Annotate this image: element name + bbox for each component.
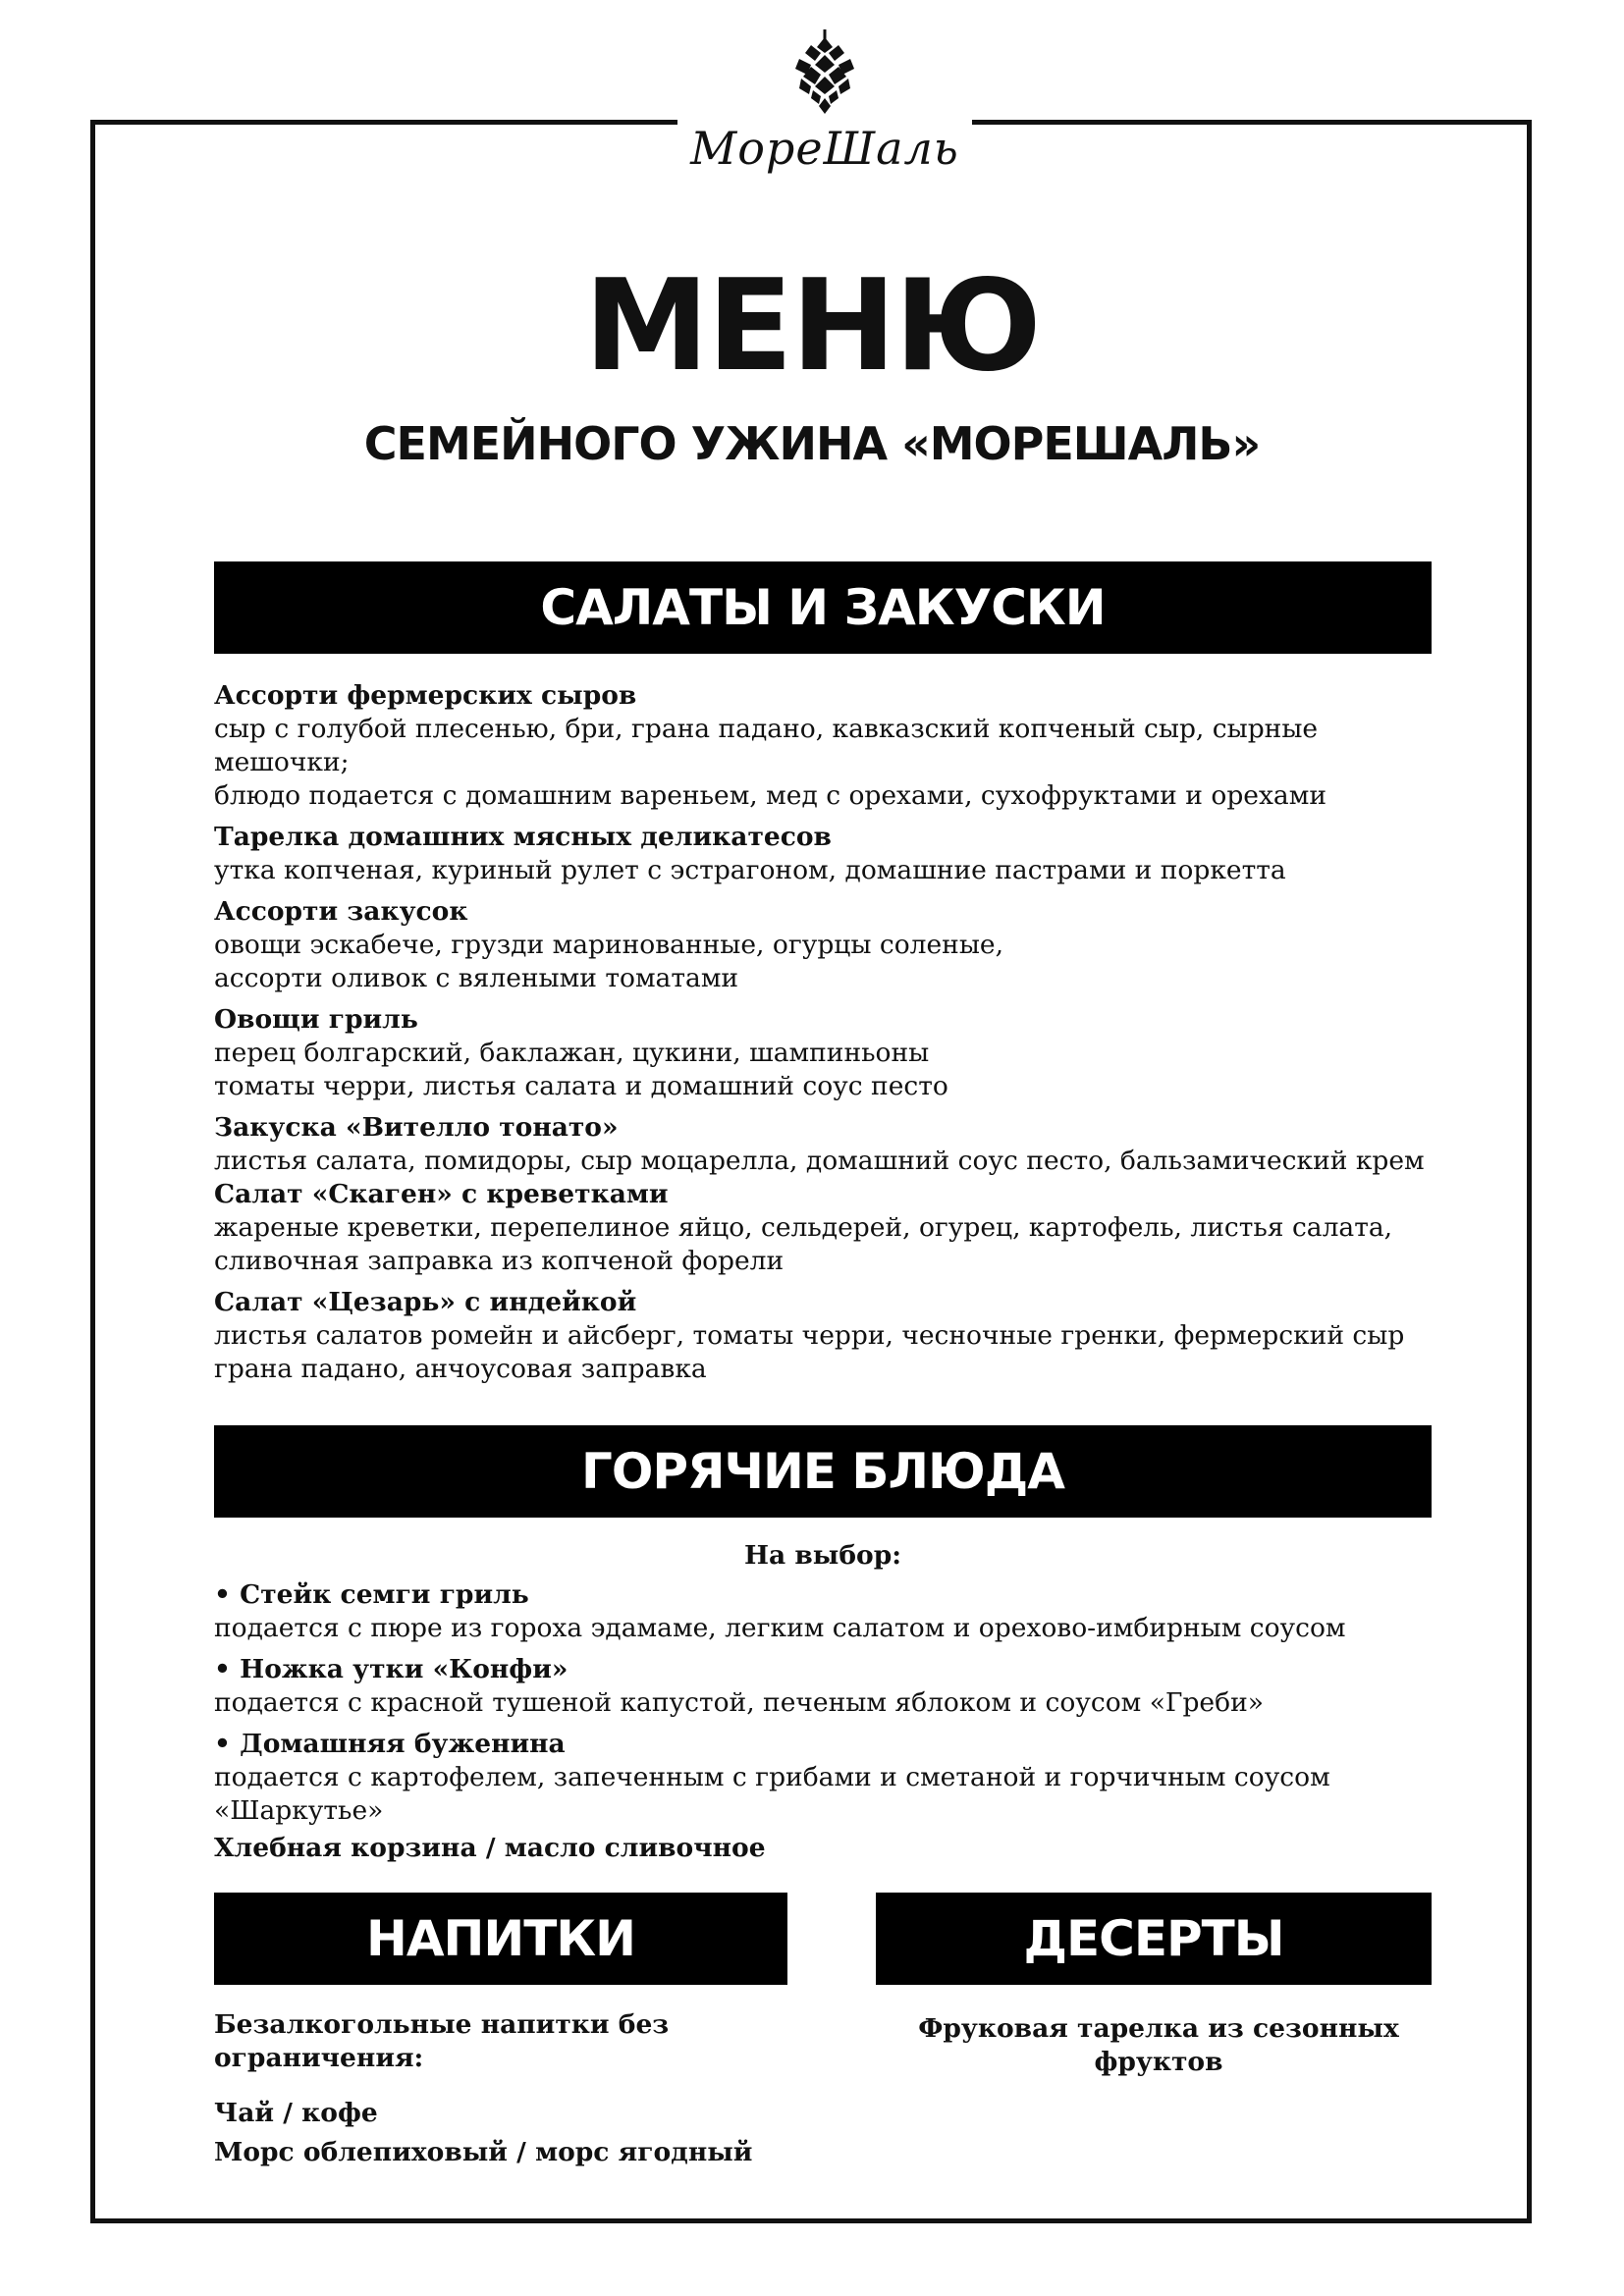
list-item bbox=[214, 1286, 1432, 1386]
list-item: Морс облепиховый / морс ягодный bbox=[214, 2137, 753, 2167]
item-desc: жареные креветки, перепелиное яйцо, сельдерей, огурец, картофель, листья салата, bbox=[214, 1212, 1393, 1243]
hot-list bbox=[214, 1539, 1432, 1865]
list-item: Чай / кофе bbox=[214, 2098, 378, 2128]
desserts-list bbox=[864, 2012, 1453, 2079]
list-item bbox=[214, 895, 1432, 995]
item-desc: грана падано, анчоусовая заправка bbox=[214, 1354, 707, 1384]
item-name: Ассорти закусок bbox=[214, 896, 468, 927]
drinks-list bbox=[214, 2008, 803, 2169]
item-name: Тарелка домашних мясных деликатесов bbox=[214, 822, 832, 852]
item-desc: томаты черри, листья салата и домашний соус песто bbox=[214, 1071, 948, 1101]
list-item bbox=[214, 1728, 1432, 1828]
list-item bbox=[214, 821, 1432, 887]
list-item bbox=[214, 1653, 1432, 1720]
item-desc: блюдо подается с домашним вареньем, мед с орехами, сухофруктами и орехами bbox=[214, 780, 1326, 811]
list-item bbox=[214, 1578, 1432, 1645]
item-desc: подается с пюре из гороха эдамаме, легким салатом и орехово-имбирным соусом bbox=[214, 1613, 1346, 1643]
item-name: • Ножка утки «Конфи» bbox=[214, 1654, 568, 1684]
list-item bbox=[214, 1111, 1432, 1178]
hot-heading: ГОРЯЧИЕ БЛЮДА bbox=[214, 1425, 1432, 1518]
item-desc: подается с картофелем, запеченным с грибами и сметаной и горчичным соусом «Шаркутье» bbox=[214, 1762, 1330, 1826]
item-desc: овощи эскабече, грузди маринованные, огурцы соленые, bbox=[214, 930, 1004, 960]
salads-heading: САЛАТЫ И ЗАКУСКИ bbox=[214, 561, 1432, 654]
item-desc: утка копченая, куриный рулет с эстрагоном, домашние пастрами и поркетта bbox=[214, 855, 1286, 885]
desserts-heading: ДЕСЕРТЫ bbox=[876, 1893, 1432, 1985]
choice-label: На выбор: bbox=[743, 1540, 902, 1571]
item-name: Закуска «Вителло тонато» bbox=[214, 1112, 619, 1143]
item-desc: листья салата, помидоры, сыр моцарелла, домашний соус песто, бальзамический крем bbox=[214, 1146, 1425, 1176]
page-subtitle: СЕМЕЙНОГО УЖИНА «МОРЕШАЛЬ» bbox=[363, 417, 1261, 470]
item-name: • Стейк семги гриль bbox=[214, 1579, 529, 1610]
item-name: Салат «Скаген» с креветками bbox=[214, 1179, 669, 1209]
item-desc: листья салатов ромейн и айсберг, томаты черри, чесночные гренки, фермерский сыр bbox=[214, 1320, 1405, 1351]
drinks-heading: НАПИТКИ bbox=[214, 1893, 787, 1985]
list-item bbox=[214, 1178, 1432, 1278]
page-title: МЕНЮ bbox=[583, 253, 1041, 400]
pine-cone-icon bbox=[785, 29, 864, 118]
item-name: Ассорти фермерских сыров bbox=[214, 680, 637, 711]
drinks-intro: Безалкогольные напитки без ограничения: bbox=[214, 2009, 670, 2073]
item-name: • Домашняя буженина bbox=[214, 1729, 566, 1759]
item-name: Овощи гриль bbox=[214, 1004, 418, 1035]
logo bbox=[677, 29, 972, 187]
salads-list bbox=[214, 679, 1432, 1394]
item-name: Салат «Цезарь» с индейкой bbox=[214, 1287, 637, 1317]
item-desc: сливочная заправка из копченой форели bbox=[214, 1246, 785, 1276]
list-item bbox=[214, 1003, 1432, 1103]
item-desc: сыр с голубой плесенью, бри, грана падано, кавказский копченый сыр, сырные мешочки; bbox=[214, 714, 1319, 777]
item-desc: подается с красной тушеной капустой, печеным яблоком и соусом «Греби» bbox=[214, 1687, 1264, 1718]
bread-basket: Хлебная корзина / масло сливочное bbox=[214, 1833, 766, 1863]
logo-name: МореШаль bbox=[690, 122, 959, 175]
list-item: Фруковая тарелка из сезонных фруктов bbox=[918, 2013, 1399, 2077]
item-desc: перец болгарский, баклажан, цукини, шампиньоны bbox=[214, 1038, 930, 1068]
item-desc: ассорти оливок с вялеными томатами bbox=[214, 963, 739, 993]
list-item bbox=[214, 679, 1432, 813]
